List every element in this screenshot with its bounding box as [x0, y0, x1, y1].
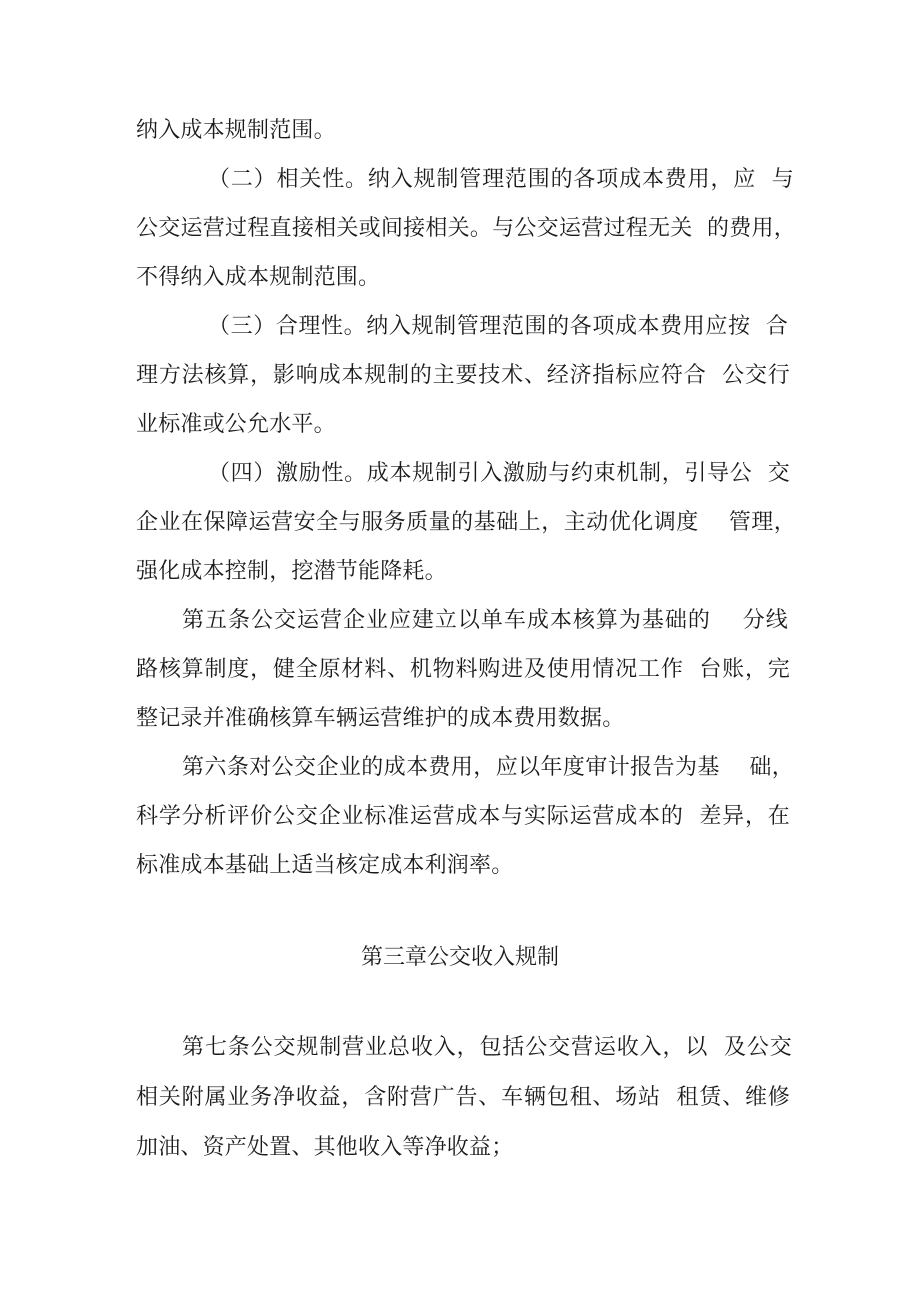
text-line: 第六条对公交企业的成本费用，应以年度审计报告为基 础， — [182, 755, 794, 780]
text-line: 标准成本基础上适当核定成本利润率。 — [136, 853, 514, 878]
chapter-heading: 第三章公交收入规制 — [360, 945, 559, 970]
text-line: （四）激励性。成本规制引入激励与约束机制，引导公 交 — [208, 461, 790, 486]
text-line: 相关附属业务净收益，含附营广告、车辆包租、场站 租赁、维修 — [136, 1085, 790, 1110]
text-line: 公交运营过程直接相关或间接相关。与公交运营过程无关 的费用， — [136, 216, 796, 241]
text-line: 不得纳入成本规制范围。 — [136, 265, 381, 290]
text-line: 强化成本控制，挖潜节能降耗。 — [136, 559, 447, 584]
text-line: 路核算制度，健全原材料、机物料购进及使用情况工作 台账，完 — [136, 657, 790, 682]
text-line: 加油、资产处置、其他收入等净收益； — [136, 1135, 514, 1160]
text-line: （二）相关性。纳入规制管理范围的各项成本费用，应 与 — [208, 167, 794, 192]
text-line: 第七条公交规制营业总收入，包括公交营运收入，以 及公交 — [182, 1035, 792, 1060]
text-line: （三）合理性。纳入规制管理范围的各项成本费用应按 合 — [208, 314, 788, 339]
text-line: 第五条公交运营企业应建立以单车成本核算为基础的 分线 — [182, 608, 788, 633]
text-line: 理方法核算，影响成本规制的主要技术、经济指标应符合 公交行 — [136, 363, 790, 388]
text-line: 科学分析评价公交企业标准运营成本与实际运营成本的 差异，在 — [136, 804, 790, 829]
text-line: 企业在保障运营安全与服务质量的基础上，主动优化调度 管理， — [136, 510, 796, 535]
text-line: 纳入成本规制范围。 — [136, 118, 336, 143]
text-line: 整记录并准确核算车辆运营维护的成本费用数据。 — [136, 706, 625, 731]
text-line: 业标准或公允水平。 — [136, 412, 336, 437]
